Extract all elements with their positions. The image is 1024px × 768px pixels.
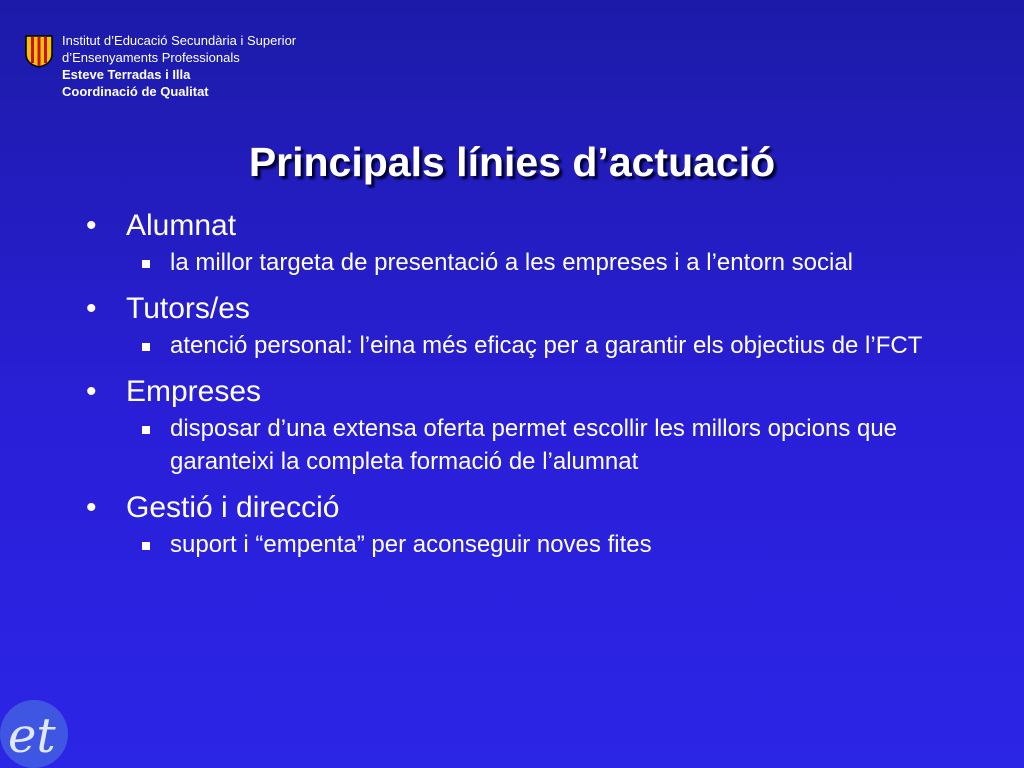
item-detail: suport i “empenta” per aconseguir noves fites: [170, 531, 652, 558]
item-detail: la millor targeta de presentació a les empreses i a l’entorn social: [170, 249, 854, 276]
item-detail: disposar d’una extensa oferta permet escollir les millors opcions que garanteixi la completa formació de l’alumnat: [170, 415, 898, 475]
list-item: [80, 372, 940, 478]
item-label: Tutors/es: [126, 292, 250, 325]
header: [24, 32, 296, 100]
bullet-list: [80, 206, 940, 571]
list-item: [80, 488, 940, 561]
square-bullet-icon: [138, 412, 170, 445]
slide-title: Principals línies d’actuació: [248, 139, 776, 185]
institution-name-line2: d’Ensenyaments Professionals: [62, 50, 240, 65]
bullet-icon: •: [86, 292, 97, 325]
square-bullet-icon: [138, 528, 170, 561]
item-detail: atenció personal: l’eina més eficaç per a garantir els objectius de l’FCT: [170, 332, 923, 359]
department-name: Coordinació de Qualitat: [62, 84, 209, 99]
bullet-icon: •: [86, 375, 97, 408]
item-label: Alumnat: [126, 209, 237, 242]
item-label: Gestió i direcció: [126, 491, 340, 524]
bullet-icon: •: [86, 209, 97, 242]
et-logo-text: et: [8, 708, 56, 764]
list-item: [80, 206, 940, 279]
bullet-icon: •: [86, 491, 97, 524]
list-item: [80, 289, 940, 362]
square-bullet-icon: [138, 246, 170, 279]
et-logo-icon: [0, 694, 74, 768]
item-label: Empreses: [126, 375, 262, 408]
catalan-crest-icon: [24, 34, 54, 68]
square-bullet-icon: [138, 329, 170, 362]
school-name: Esteve Terradas i Illa: [62, 67, 191, 82]
header-text: [62, 32, 296, 100]
institution-name-line1: Institut d’Educació Secundària i Superior: [62, 33, 297, 48]
